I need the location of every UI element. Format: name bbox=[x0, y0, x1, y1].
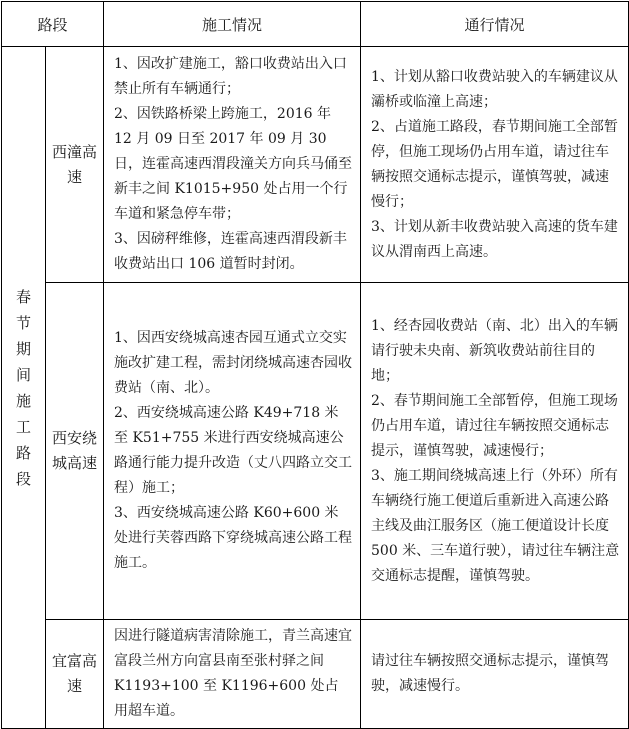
traffic-item: 请过往车辆按照交通标志提示，谨慎驾驶，减速慢行。 bbox=[371, 653, 610, 694]
header-traffic: 通行情况 bbox=[361, 2, 629, 47]
construction-item: 3、西安绕城高速公路 K60+600 米处进行芙蓉西路下穿绕城高速公路工程施工。 bbox=[114, 505, 353, 571]
construction-item: 1、因西安绕城高速杏园互通式立交实施改扩建工程，需封闭绕城高速杏园收费站（南、北）。 bbox=[114, 330, 353, 396]
traffic-item: 1、经杏园收费站（南、北）出入的车辆请行驶未央南、新筑收费站前往目的地； bbox=[371, 317, 618, 384]
road-name: 西潼高速 bbox=[46, 47, 104, 283]
road-name: 宜富高速 bbox=[46, 620, 104, 729]
construction-item: 3、因磅秤维修，连霍高速西渭段新丰收费站出口 106 道暂时封闭。 bbox=[114, 231, 347, 272]
road-name: 西安绕城高速 bbox=[46, 283, 104, 620]
construction-item: 2、西安绕城高速公路 K49+718 米至 K51+755 米进行西安绕城高速公路通行能力提升改造（丈八四路立交工程）施工； bbox=[114, 405, 353, 496]
traffic-item: 1、计划从豁口收费站驶入的车辆建议从灞桥或临潼上高速； bbox=[371, 68, 618, 110]
construction-cell bbox=[104, 283, 361, 620]
traffic-item: 3、施工期间绕城高速上行（外环）所有车辆绕行施工便道后重新进入高速公路主线及曲江服务区（施工便道设计长度 500 米、三车道行驶），请过往车辆注意交通标志提醒，谨慎驾驶。 bbox=[371, 467, 620, 584]
table-row bbox=[2, 47, 629, 283]
construction-cell bbox=[104, 47, 361, 283]
header-section: 路段 bbox=[2, 2, 104, 47]
traffic-item: 3、计划从新丰收费站驶入高速的货车建议从渭南西上高速。 bbox=[371, 218, 618, 260]
header-construction: 施工情况 bbox=[104, 2, 361, 47]
construction-info-table bbox=[1, 1, 629, 729]
traffic-item: 2、占道施工路段，春节期间施工全部暂停，但施工现场仍占用车道，请过往车辆按照交通标志提示，谨慎驾驶，减速慢行； bbox=[371, 118, 618, 210]
construction-cell bbox=[104, 620, 361, 729]
category-label: 春节期间施工路段 bbox=[15, 287, 31, 488]
header-row bbox=[2, 2, 629, 47]
traffic-cell bbox=[361, 283, 629, 620]
table-row bbox=[2, 283, 629, 620]
construction-item: 1、因改扩建施工，豁口收费站出入口禁止所有车辆通行； bbox=[114, 56, 347, 97]
table-row bbox=[2, 620, 629, 729]
construction-item: 因进行隧道病害清除施工，青兰高速宜富段兰州方向富县南至张村驿之间 K1193+100 至 K1196+600 处占用超车道。 bbox=[114, 628, 353, 719]
traffic-item: 2、春节期间施工全部暂停，但施工现场仍占用车道，请过往车辆按照交通标志提示，谨慎驾驶，减速慢行； bbox=[371, 392, 618, 459]
construction-item: 2、因铁路桥梁上跨施工，2016 年 12 月 09 日至 2017 年 09 月 30 日，连霍高速西渭段潼关方向兵马俑至新丰之间 K1015+950 处占用一个行车道和紧急停车带； bbox=[114, 106, 353, 222]
traffic-cell bbox=[361, 620, 629, 729]
traffic-cell bbox=[361, 47, 629, 283]
category-cell bbox=[2, 47, 46, 729]
